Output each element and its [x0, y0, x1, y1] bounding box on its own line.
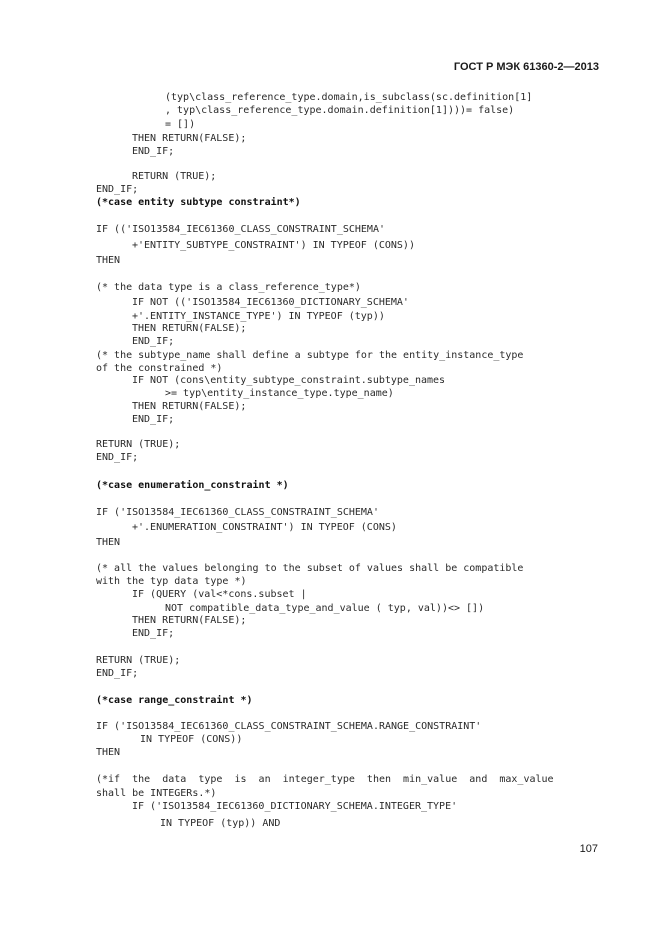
- code-line: THEN: [96, 255, 121, 266]
- code-line: END_IF;: [132, 628, 175, 639]
- code-line: IF ('ISO13584_IEC61360_CLASS_CONSTRAINT_SCHEMA': [96, 507, 379, 518]
- code-line: shall be INTEGERs.*): [96, 788, 217, 799]
- code-line: THEN: [96, 537, 121, 548]
- code-line: (typ\class_reference_type.domain,is_subclass(sc.definition[1]: [165, 92, 533, 103]
- code-line: IF ('ISO13584_IEC61360_CLASS_CONSTRAINT_SCHEMA.RANGE_CONSTRAINT': [96, 721, 482, 732]
- code-line: THEN: [96, 747, 121, 758]
- standard-header: ГОСТ Р МЭК 61360-2—2013: [453, 61, 599, 73]
- section-heading: (*case entity subtype constraint*): [96, 197, 301, 208]
- code-line: IF NOT (('ISO13584_IEC61360_DICTIONARY_SCHEMA': [132, 297, 409, 308]
- section-heading: (*case range_constraint *): [96, 695, 253, 706]
- code-line: , typ\class_reference_type.domain.definition[1])))= false): [165, 105, 515, 116]
- code-line: THEN RETURN(FALSE);: [132, 323, 247, 334]
- section-heading: (*case enumeration_constraint *): [96, 480, 289, 491]
- code-line: END_IF;: [96, 452, 139, 463]
- code-line: IF (QUERY (val<*cons.subset |: [132, 589, 307, 600]
- code-line: with the typ data type *): [96, 576, 247, 587]
- code-line: IN TYPEOF (CONS)): [140, 734, 243, 745]
- code-line: >= typ\entity_instance_type.type_name): [165, 388, 394, 399]
- code-line: (* the subtype_name shall define a subtype for the entity_instance_type: [96, 350, 524, 361]
- code-line: NOT compatible_data_type_and_value ( typ, val))<> []): [165, 603, 485, 614]
- code-line: (*if the data type is an integer_type then min_value and max_value: [96, 774, 554, 785]
- code-line: THEN RETURN(FALSE);: [132, 133, 247, 144]
- code-line: IF ('ISO13584_IEC61360_DICTIONARY_SCHEMA.INTEGER_TYPE': [132, 801, 458, 812]
- code-line: IN TYPEOF (typ)) AND: [160, 818, 281, 829]
- code-line: (* the data type is a class_reference_type*): [96, 282, 361, 293]
- code-line: END_IF;: [132, 414, 175, 425]
- code-line: END_IF;: [96, 668, 139, 679]
- code-line: +'.ENTITY_INSTANCE_TYPE') IN TYPEOF (typ)): [132, 311, 385, 322]
- code-line: END_IF;: [132, 336, 175, 347]
- code-line: +'ENTITY_SUBTYPE_CONSTRAINT') IN TYPEOF (CONS)): [132, 240, 415, 251]
- code-line: = []): [165, 119, 196, 130]
- code-line: RETURN (TRUE);: [132, 171, 217, 182]
- page-number: 107: [579, 843, 598, 855]
- code-line: RETURN (TRUE);: [96, 439, 181, 450]
- code-line: of the constrained *): [96, 363, 223, 374]
- code-line: THEN RETURN(FALSE);: [132, 615, 247, 626]
- code-line: END_IF;: [132, 146, 175, 157]
- code-line: +'.ENUMERATION_CONSTRAINT') IN TYPEOF (CONS): [132, 522, 397, 533]
- code-line: IF (('ISO13584_IEC61360_CLASS_CONSTRAINT_SCHEMA': [96, 224, 385, 235]
- code-line: (* all the values belonging to the subset of values shall be compatible: [96, 563, 524, 574]
- code-line: RETURN (TRUE);: [96, 655, 181, 666]
- code-line: IF NOT (cons\entity_subtype_constraint.subtype_names: [132, 375, 446, 386]
- code-line: END_IF;: [96, 184, 139, 195]
- code-line: THEN RETURN(FALSE);: [132, 401, 247, 412]
